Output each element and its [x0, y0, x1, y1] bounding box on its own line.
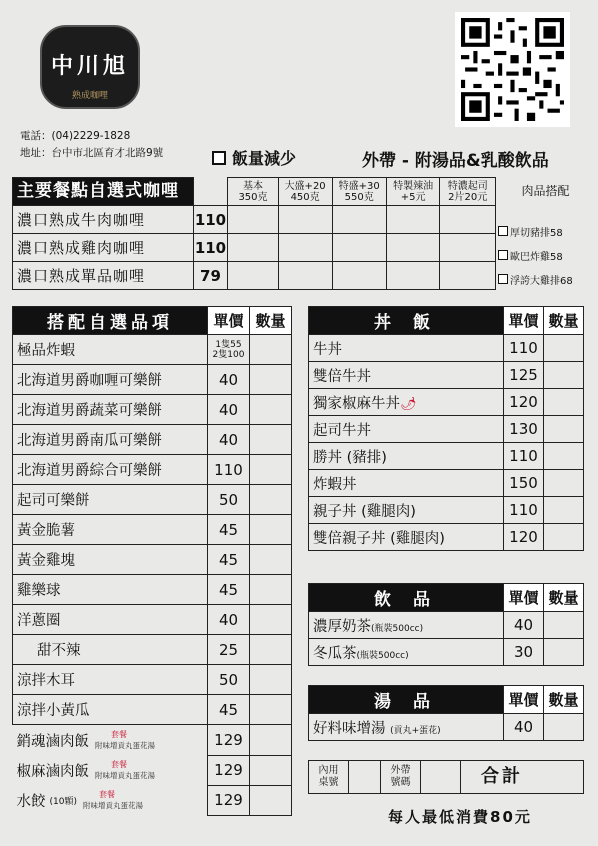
table-row[interactable] — [309, 335, 584, 362]
qty-cell[interactable] — [250, 575, 292, 605]
donburi-item-price: 110 — [504, 335, 544, 362]
option-cell[interactable] — [228, 262, 278, 290]
qty-cell[interactable] — [544, 470, 584, 497]
side-item-price: 25 — [208, 635, 250, 665]
side-item-name: 起司可樂餅 — [13, 485, 208, 515]
size-large-header — [278, 178, 332, 206]
meat-options — [498, 177, 593, 289]
set-description: 附味增貢丸蛋花湯 — [95, 741, 155, 750]
side-item-name: 黃金脆薯 — [13, 515, 208, 545]
cheese-label: 特濃起司 — [447, 180, 488, 192]
side-item-price: 129 — [208, 785, 250, 815]
option-cell[interactable] — [386, 262, 440, 290]
price-option-2: 2隻100 — [212, 349, 245, 360]
qty-cell[interactable] — [250, 485, 292, 515]
meat-checkbox[interactable] — [498, 250, 508, 260]
phone-line — [20, 128, 163, 145]
size-basic-grams: 350克 — [238, 191, 268, 203]
price-header: 單價 — [504, 307, 544, 335]
table-row[interactable] — [309, 612, 584, 639]
soup-item-name: 好料味增湯 — [313, 720, 386, 737]
option-cell[interactable] — [440, 262, 496, 290]
option-cell[interactable] — [440, 234, 496, 262]
drink-item-cell — [309, 639, 504, 666]
table-row[interactable] — [309, 416, 584, 443]
soup-item-note: (貢丸+蛋花) — [390, 725, 441, 736]
table-row[interactable] — [13, 785, 292, 815]
soup-item-cell — [309, 714, 504, 741]
qty-cell[interactable] — [250, 665, 292, 695]
qty-cell[interactable] — [250, 635, 292, 665]
table-number-field[interactable] — [349, 761, 381, 793]
table-row[interactable] — [13, 755, 292, 785]
price-header: 單價 — [504, 584, 544, 612]
address-label: 地址： — [20, 147, 52, 159]
qty-cell[interactable] — [544, 362, 584, 389]
side-item-price: 45 — [208, 545, 250, 575]
donburi-item-price: 120 — [504, 524, 544, 551]
chili-oil-price: +5元 — [400, 191, 426, 203]
qty-cell[interactable] — [544, 389, 584, 416]
donburi-table — [308, 306, 584, 551]
table-row[interactable] — [13, 515, 292, 545]
side-item-name: 黃金雞塊 — [13, 545, 208, 575]
size-large-grams: 450克 — [290, 191, 320, 203]
minimum-spend-note: 每人最低消費80元 — [388, 808, 532, 826]
meat-checkbox[interactable] — [498, 226, 508, 236]
contact-info — [20, 128, 163, 162]
address-line — [20, 145, 163, 162]
soup-title: 湯 品 — [309, 686, 504, 714]
qty-cell[interactable] — [544, 416, 584, 443]
side-item-name: 雞樂球 — [13, 575, 208, 605]
donburi-title: 丼 飯 — [309, 307, 504, 335]
side-item-cell — [13, 725, 208, 755]
size-basic-header — [228, 178, 278, 206]
qr-code-icon — [461, 18, 564, 121]
set-description: 附味增貢丸蛋花湯 — [95, 771, 155, 780]
order-info-box — [308, 760, 584, 794]
side-item-price: 40 — [208, 425, 250, 455]
donburi-item-price: 110 — [504, 443, 544, 470]
curry-title: 主要餐點自選式咖哩 — [13, 178, 194, 206]
table-row[interactable] — [13, 425, 292, 455]
option-cell[interactable] — [228, 206, 278, 234]
table-row[interactable] — [13, 605, 292, 635]
donburi-item-price: 120 — [504, 389, 544, 416]
option-cell[interactable] — [278, 262, 332, 290]
qty-cell[interactable] — [250, 395, 292, 425]
donburi-item-name: 牛丼 — [309, 335, 504, 362]
meat-option-label: 歐巴炸雞58 — [510, 251, 563, 263]
takeout-label-line1: 外帶 — [390, 765, 411, 776]
side-item-price: 129 — [208, 725, 250, 756]
donburi-item-name: 勝丼 (豬排) — [309, 443, 504, 470]
table-row[interactable] — [13, 485, 292, 515]
side-item-price: 45 — [208, 515, 250, 545]
side-item-price: 40 — [208, 395, 250, 425]
curry-item-price: 110 — [193, 206, 228, 234]
curry-item-price: 110 — [193, 234, 228, 262]
qty-header: 數量 — [250, 307, 292, 335]
sides-title: 搭配自選品項 — [13, 307, 208, 335]
side-item-name: 銷魂滷肉飯 — [16, 733, 89, 750]
qty-header: 數量 — [544, 584, 584, 612]
meat-option[interactable] — [498, 269, 593, 289]
qty-cell[interactable] — [250, 425, 292, 455]
rice-reduce-label: 飯量減少 — [232, 149, 297, 168]
chili-oil-header — [386, 178, 440, 206]
option-cell[interactable] — [386, 234, 440, 262]
qty-cell[interactable] — [544, 714, 584, 741]
chili-oil-label: 特製辣油 — [393, 180, 434, 192]
donburi-item-name: 雙倍親子丼 (雞腿肉) — [309, 524, 504, 551]
table-row[interactable] — [309, 443, 584, 470]
drink-item-cell — [309, 612, 504, 639]
option-cell[interactable] — [386, 206, 440, 234]
table-row[interactable] — [309, 389, 584, 416]
qty-cell[interactable] — [250, 515, 292, 545]
donburi-item-cell — [309, 389, 504, 416]
option-cell[interactable] — [332, 234, 386, 262]
curry-item-name: 濃口熟成單品咖哩 — [13, 262, 194, 290]
option-cell[interactable] — [278, 234, 332, 262]
price-header: 單價 — [504, 686, 544, 714]
takeout-number-field[interactable] — [421, 761, 461, 793]
side-item-name: 北海道男爵蔬菜可樂餅 — [13, 395, 208, 425]
qty-cell[interactable] — [544, 497, 584, 524]
table-row[interactable] — [13, 635, 292, 665]
donburi-item-price: 110 — [504, 497, 544, 524]
item-count: (10顆) — [49, 796, 77, 807]
drink-item-name: 冬瓜茶 — [313, 645, 357, 662]
set-label: 套餐 — [98, 790, 115, 799]
side-item-price: 40 — [208, 365, 250, 395]
side-item-name: 極品炸蝦 — [13, 335, 208, 365]
table-row[interactable] — [309, 639, 584, 666]
size-xl-grams: 550克 — [344, 191, 374, 203]
option-cell[interactable] — [278, 206, 332, 234]
meat-checkbox[interactable] — [498, 274, 508, 284]
table-row[interactable] — [13, 455, 292, 485]
meat-option[interactable] — [498, 221, 593, 241]
takeout-label-line2: 號碼 — [390, 777, 411, 788]
curry-table — [12, 177, 496, 290]
inhouse-label-line2: 桌號 — [318, 777, 339, 788]
table-row[interactable] — [309, 362, 584, 389]
side-item-name: 北海道男爵咖喱可樂餅 — [13, 365, 208, 395]
inhouse-label-line1: 內用 — [318, 765, 339, 776]
set-description: 附味增貢丸蛋花湯 — [82, 801, 143, 810]
side-item-name: 北海道男爵南瓜可樂餅 — [13, 425, 208, 455]
option-cell[interactable] — [440, 206, 496, 234]
donburi-item-name: 親子丼 (雞腿肉) — [309, 497, 504, 524]
side-item-name: 甜不辣 — [13, 635, 208, 665]
qty-cell[interactable] — [544, 443, 584, 470]
meat-option-label: 浮誇大雞排68 — [510, 275, 573, 287]
drink-item-note: (瓶裝500cc) — [371, 623, 424, 634]
soup-table — [308, 685, 584, 741]
qty-cell[interactable] — [250, 605, 292, 635]
curry-item-price: 79 — [193, 262, 228, 290]
soup-item-price: 40 — [504, 714, 544, 741]
table-row[interactable] — [13, 395, 292, 425]
drinks-title: 飲 品 — [309, 584, 504, 612]
table-row[interactable] — [309, 524, 584, 551]
qty-cell[interactable] — [250, 455, 292, 485]
table-row[interactable] — [309, 470, 584, 497]
cheese-price: 2片20元 — [448, 191, 488, 203]
table-row[interactable] — [309, 714, 584, 741]
qty-cell[interactable] — [250, 725, 292, 756]
address: 台中市北區育才北路9號 — [51, 147, 164, 159]
total-label: 合計 — [481, 766, 523, 787]
donburi-item-price: 125 — [504, 362, 544, 389]
qty-cell[interactable] — [544, 639, 584, 666]
takeout-label — [381, 761, 421, 793]
table-row[interactable] — [13, 335, 292, 365]
brand-logo — [40, 25, 140, 109]
price-header: 單價 — [208, 307, 250, 335]
option-cell[interactable] — [228, 234, 278, 262]
side-item-price: 45 — [208, 575, 250, 605]
side-item-name: 北海道男爵綜合可樂餅 — [13, 455, 208, 485]
chili-icon: 🌶 — [400, 396, 417, 412]
side-item-price: 50 — [208, 665, 250, 695]
qty-header: 數量 — [544, 686, 584, 714]
donburi-item-name: 炸蝦丼 — [309, 470, 504, 497]
set-label: 套餐 — [111, 760, 127, 769]
option-cell[interactable] — [332, 206, 386, 234]
side-item-price: 50 — [208, 485, 250, 515]
qty-header: 數量 — [544, 307, 584, 335]
drink-item-note: (瓶裝500cc) — [356, 650, 409, 661]
size-xl-header — [332, 178, 386, 206]
meat-title: 肉品搭配 — [521, 184, 570, 198]
side-item-cell — [13, 755, 208, 785]
qty-cell[interactable] — [250, 545, 292, 575]
size-xl-label: 特盛+30 — [338, 180, 380, 192]
drink-item-price: 30 — [504, 639, 544, 666]
table-row[interactable] — [13, 665, 292, 695]
phone-number[interactable]: (04)2229-1828 — [51, 130, 131, 142]
side-item-name: 洋蔥圈 — [13, 605, 208, 635]
brand-name: 中川旭 — [50, 54, 129, 79]
side-item-name: 水餃 — [16, 793, 46, 810]
qty-cell[interactable] — [250, 785, 292, 815]
curry-item-name: 濃口熟成雞肉咖哩 — [13, 234, 194, 262]
inhouse-label — [309, 761, 349, 793]
donburi-item-name: 起司牛丼 — [309, 416, 504, 443]
qty-cell[interactable] — [250, 695, 292, 725]
meat-option-label: 厚切豬排58 — [510, 227, 563, 239]
curry-item-name: 濃口熟成牛肉咖哩 — [13, 206, 194, 234]
table-row[interactable] — [13, 575, 292, 605]
drink-item-name: 濃厚奶茶 — [313, 618, 371, 635]
side-item-name: 椒麻滷肉飯 — [16, 763, 89, 780]
rice-reduce-checkbox[interactable] — [212, 151, 226, 165]
side-item-cell — [13, 785, 208, 815]
donburi-item-price: 130 — [504, 416, 544, 443]
price-option-1: 1隻55 — [215, 339, 242, 350]
table-row[interactable] — [13, 545, 292, 575]
side-item-price: 110 — [208, 455, 250, 485]
side-item-price — [208, 335, 250, 365]
qr-code[interactable] — [455, 12, 570, 127]
table-row[interactable] — [309, 497, 584, 524]
donburi-item-price: 150 — [504, 470, 544, 497]
side-item-price: 45 — [208, 695, 250, 725]
qty-cell[interactable] — [250, 365, 292, 395]
table-row[interactable] — [13, 234, 496, 262]
qty-cell[interactable] — [544, 335, 584, 362]
size-basic-label: 基本 — [242, 180, 263, 192]
side-item-price: 40 — [208, 605, 250, 635]
donburi-item-name: 雙倍牛丼 — [309, 362, 504, 389]
sides-table — [12, 306, 292, 816]
meat-option[interactable] — [498, 245, 593, 265]
side-item-name: 涼拌小黃瓜 — [13, 695, 208, 725]
brand-subtitle: 熟成咖哩 — [71, 91, 108, 101]
rice-reduce-option[interactable] — [212, 146, 296, 169]
qty-cell[interactable] — [250, 755, 292, 785]
drinks-table — [308, 583, 584, 666]
set-note — [95, 729, 155, 751]
table-row[interactable] — [13, 262, 496, 290]
option-cell[interactable] — [332, 262, 386, 290]
qty-cell[interactable] — [250, 335, 292, 365]
qty-cell[interactable] — [544, 612, 584, 639]
qty-cell[interactable] — [544, 524, 584, 551]
set-note — [95, 759, 155, 781]
table-row[interactable] — [13, 725, 292, 756]
cheese-header — [440, 178, 496, 206]
table-row[interactable] — [13, 206, 496, 234]
size-large-label: 大盛+20 — [284, 180, 326, 192]
table-row[interactable] — [13, 365, 292, 395]
phone-label: 電話： — [20, 130, 52, 142]
side-item-price: 129 — [208, 755, 250, 785]
takeout-note: 外帶 - 附湯品&乳酸飲品 — [362, 151, 549, 171]
set-note — [83, 789, 143, 811]
side-item-name: 涼拌木耳 — [13, 665, 208, 695]
set-label: 套餐 — [111, 730, 127, 739]
table-row[interactable] — [13, 695, 292, 725]
donburi-item-name: 獨家椒麻牛丼 — [313, 395, 400, 412]
drink-item-price: 40 — [504, 612, 544, 639]
